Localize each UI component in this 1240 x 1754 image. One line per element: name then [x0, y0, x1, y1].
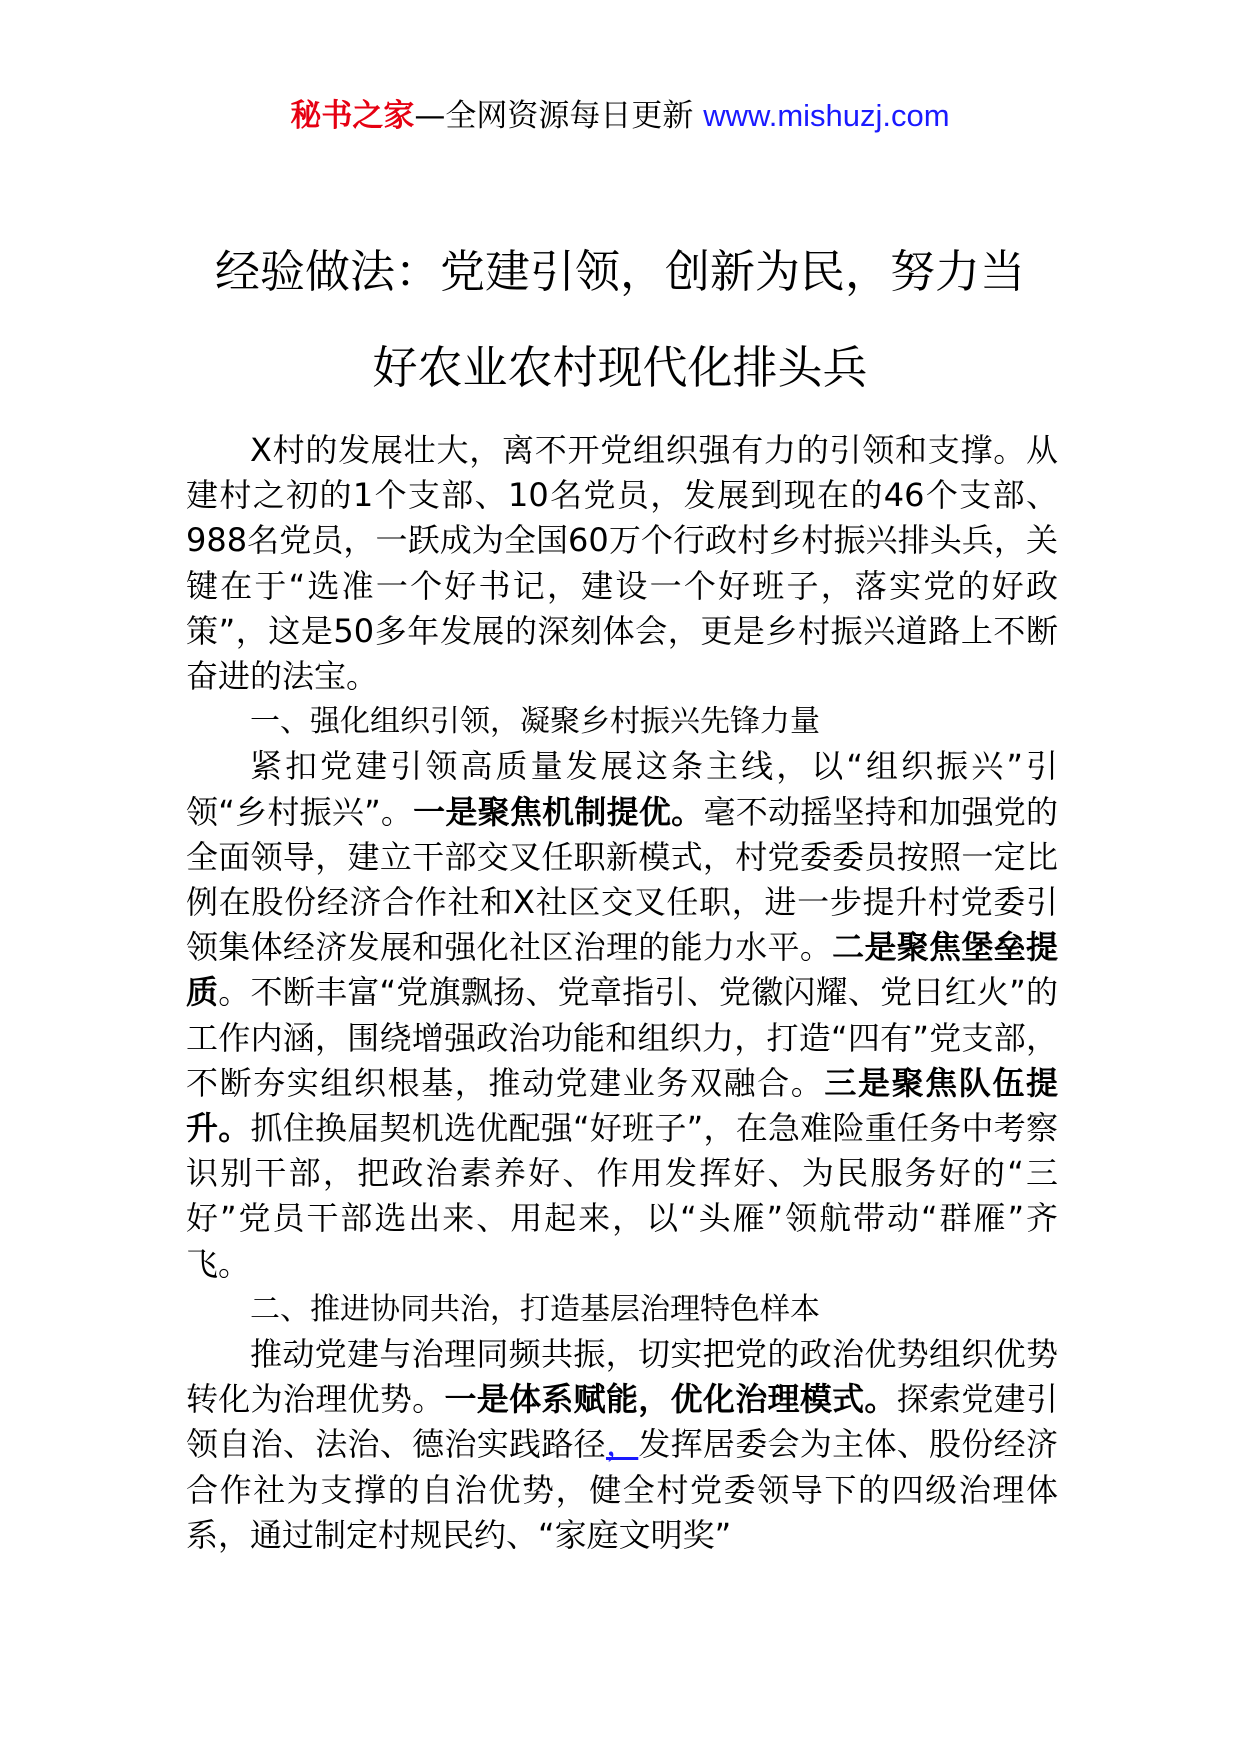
header-tagline: —全网资源每日更新: [414, 98, 704, 134]
intro-paragraph: X村的发展壮大，离不开党组织强有力的引领和支撑。从建村之初的1个支部、10名党员，发展到现在的46个支部、988名党员，一跃成为全国60万个行政村乡村振兴排头兵，关键在于“选准一个好书记，建设一个好班子，落实党的好政策”，这是50多年发展的深刻体会，更是乡村振兴道路上不断奋进的法宝。: [186, 431, 1058, 696]
section-2-point-1-text-b: 发挥居委会为主体、股份经济合作社为支撑的自治优势，健全村党委领导下的四级治理体系，通过制定村规民约、“家庭文明奖”: [186, 1425, 1058, 1554]
site-url-link[interactable]: www.mishuzj.com: [703, 98, 950, 133]
site-header: [0, 96, 1240, 136]
title-line-2: 好农业农村现代化排头兵: [372, 341, 868, 394]
section-1-lead: 紧扣党建引领高质量发展这条主线，以“组织振兴”引领“乡村振兴”。: [186, 747, 1058, 831]
section-1-paragraph: [186, 744, 1058, 1286]
section-2-lead: 推动党建与治理同频共振，切实把党的政治优势组织优势转化为治理优势。: [186, 1335, 1058, 1419]
section-1-point-2-text: 。不断丰富“党旗飘扬、党章指引、党徽闪耀、党日红火”的工作内涵，围绕增强政治功能和组织力，打造“四有”党支部，不断夯实组织根基，推动党建业务双融合。: [186, 973, 1058, 1102]
document-body: [186, 428, 1058, 1558]
document-title: [150, 224, 1090, 416]
title-line-1: 经验做法：党建引领，创新为民，努力当: [214, 245, 1025, 298]
section-2-point-1-title: 一是体系赋能，优化治理模式。: [444, 1380, 897, 1419]
revision-mark: ，: [605, 1425, 639, 1464]
section-1-point-3-text: 抓住换届契机选优配强“好班子”，在急难险重任务中考察识别干部，把政治素养好、作用发挥好、为民服务好的“三好”党员干部选出来、用起来，以“头雁”领航带动“群雁”齐飞。: [186, 1109, 1058, 1283]
section-2-paragraph: [186, 1332, 1058, 1558]
section-2-heading: 二、推进协同共治，打造基层治理特色样本: [250, 1291, 820, 1327]
section-2-point-1-text-a: 探索党建引领自治、法治、德治实践路径: [186, 1380, 1058, 1464]
section-1-point-1-title: 一是聚焦机制提优。: [413, 792, 704, 831]
section-1-point-1-text: 毫不动摇坚持和加强党的全面领导，建立干部交叉任职新模式，村党委委员按照一定比例在股份经济合作社和X社区交叉任职，进一步提升村党委引领集体经济发展和强化社区治理的能力水平。: [186, 792, 1058, 967]
section-1-heading: 一、强化组织引领，凝聚乡村振兴先锋力量: [250, 704, 820, 740]
section-1-point-2-title: 二是聚焦堡垒提质: [186, 928, 1058, 1012]
brand-name: 秘书之家: [290, 98, 415, 134]
section-1-point-3-title: 三是聚焦队伍提升。: [186, 1063, 1058, 1148]
